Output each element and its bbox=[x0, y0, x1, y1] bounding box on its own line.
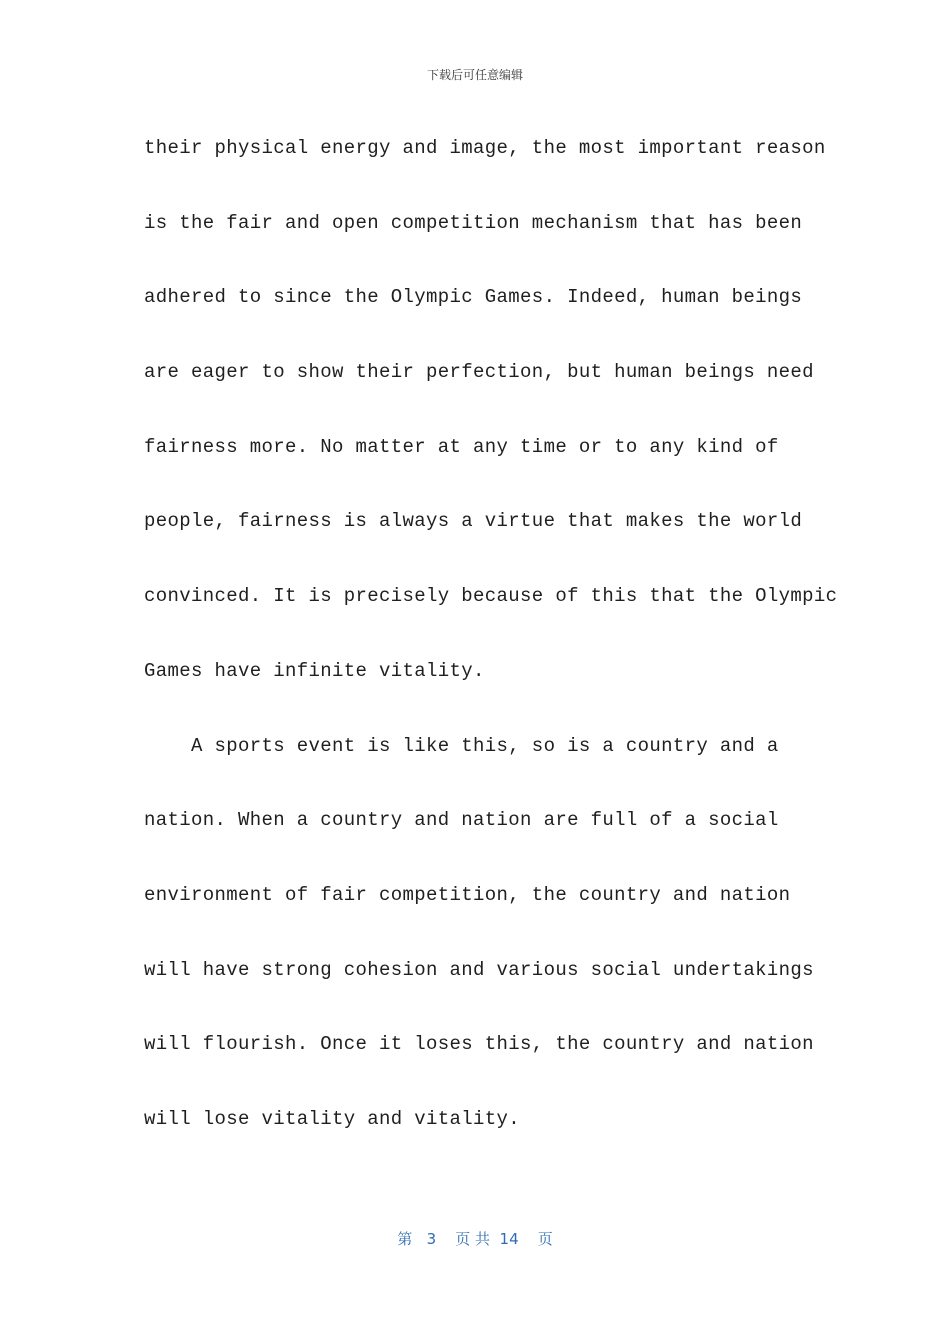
text-line: convinced. It is precisely because of this that the Olympic bbox=[144, 585, 838, 608]
text-line: will flourish. Once it loses this, the country and nation bbox=[144, 1033, 814, 1056]
text-line: will have strong cohesion and various social undertakings bbox=[144, 958, 814, 981]
page-footer bbox=[0, 1228, 950, 1249]
text-line: A sports event is like this, so is a country and a bbox=[144, 734, 779, 757]
text-line: adhered to since the Olympic Games. Indeed, human beings bbox=[144, 286, 803, 309]
total-pages-number: 14 bbox=[499, 1230, 519, 1248]
page-label-middle: 页 共 bbox=[455, 1230, 490, 1248]
text-line: fairness more. No matter at any time or to any kind of bbox=[144, 435, 779, 458]
text-line: people, fairness is always a virtue that makes the world bbox=[144, 510, 803, 533]
page-header: 下载后可任意编辑 bbox=[426, 68, 523, 82]
text-line: environment of fair competition, the country and nation bbox=[144, 883, 791, 906]
text-line: are eager to show their perfection, but human beings need bbox=[144, 361, 814, 384]
text-line: their physical energy and image, the most important reason bbox=[144, 137, 826, 159]
text-line: will lose vitality and vitality. bbox=[144, 1107, 521, 1130]
document-body bbox=[144, 128, 838, 1174]
current-page-number: 3 bbox=[426, 1230, 437, 1248]
page-label-prefix: 第 bbox=[397, 1230, 413, 1248]
page-label-suffix: 页 bbox=[537, 1230, 553, 1248]
text-line: nation. When a country and nation are full of a social bbox=[144, 809, 779, 832]
text-line: is the fair and open competition mechanism that has been bbox=[144, 211, 803, 234]
text-line: Games have infinite vitality. bbox=[144, 659, 485, 682]
